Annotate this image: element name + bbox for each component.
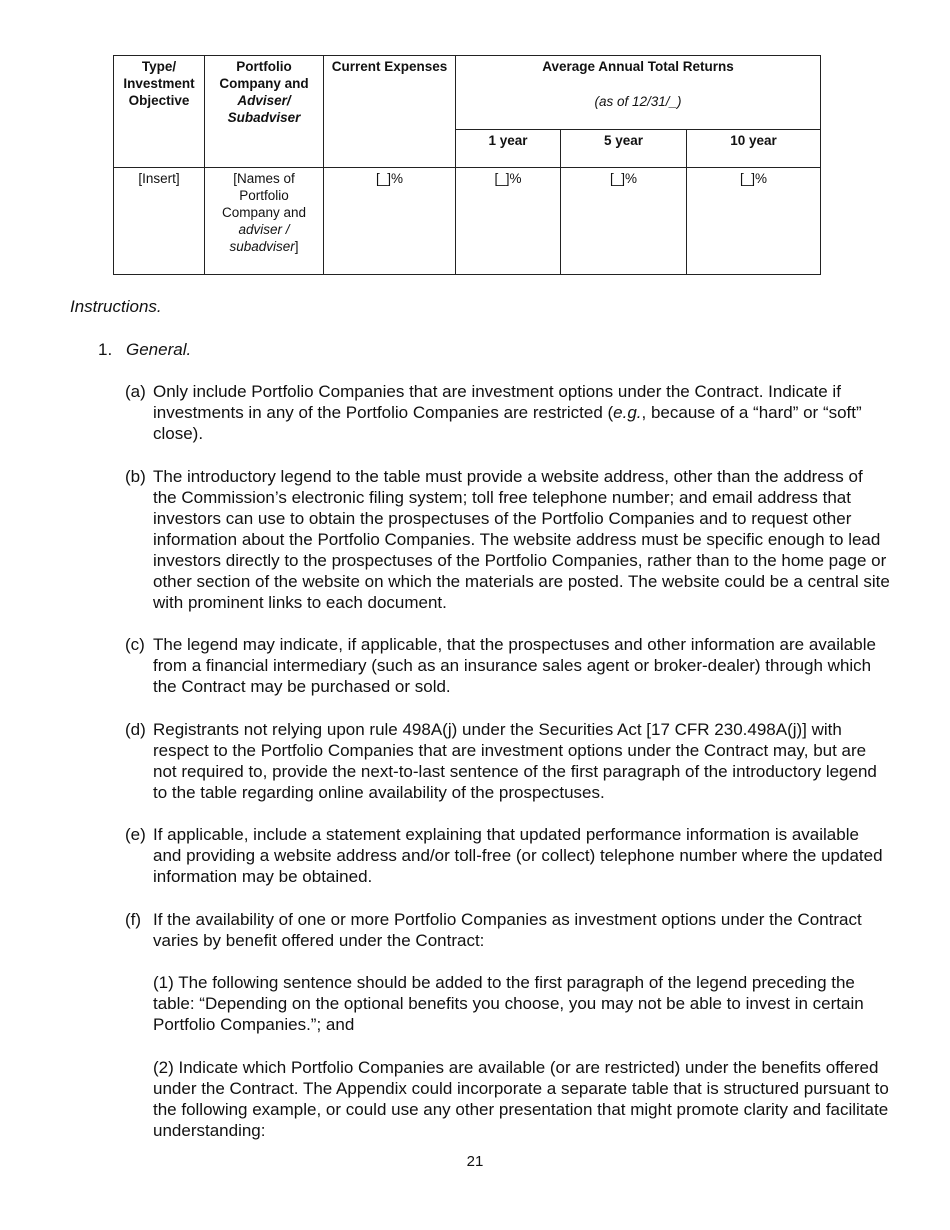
header-as-of-date: (as of 12/31/_) [594,94,682,109]
header-10-year: 10 year [687,130,821,168]
page-number: 21 [466,1153,484,1170]
portfolio-companies-table [113,55,821,275]
cell-portfolio-company-text: [Names of Portfolio Company and [221,171,307,220]
instruction-item-c [125,634,890,697]
item-text-eg: e.g. [613,403,642,422]
item-text: Registrants not relying upon rule 498A(j) under the Securities Act [17 CFR 230.498A(j)] with respect to the Portfolio Companies that are investment options under the Contract may, but are not required to, provide the next-to-last sentence of the first paragraph of the introductory legend to the table regarding online availability of the prospectuses. [153,720,877,802]
instruction-item-a [125,381,890,444]
item-label: (e) [125,825,146,844]
item-text-part: , because of a “hard” or “soft” close). [153,403,862,443]
item-text: The legend may indicate, if applicable, that the prospectuses and other information are available from a financial intermediary (such as an insurance sales agent or broker-dealer) through which the Contract may be purchased or sold. [153,635,876,696]
instruction-item-f-1: (1) The following sentence should be added to the first paragraph of the legend preceding the table: “Depending on the optional benefits you choose, you may not be able to invest in certain Portfolio Companies.”; and [153,973,864,1034]
item-text: If applicable, include a statement explaining that updated performance information is available and providing a website address and/or toll-free (or collect) telephone number where the updated information may be obtained. [153,825,883,886]
item-label: (c) [125,635,145,654]
header-adviser-text: Adviser/ Subadviser [227,93,301,125]
instructions-heading: Instructions. [70,297,162,316]
header-average-returns-title: Average Annual Total Returns [542,59,734,74]
item-text: The introductory legend to the table must provide a website address, other than the address of the Commission’s electronic filing system; toll free telephone number; and email address that investors can use to obtain the prospectuses of the Portfolio Companies and to request other information about the Portfolio Companies. The website address must be specific enough to lead investors directly to the prospectuses of the Portfolio Companies, rather than to the home page or other section of the website on which the materials are posted. The website could be a central site with prominent links to each document. [153,467,890,612]
item-text-part: Only include Portfolio Companies that are investment options under the Contract. Indicate if investments in any of the Portfolio Companies are restricted ( [153,382,841,422]
header-average-returns [456,56,821,130]
cell-type: [Insert] [114,168,205,275]
instruction-item-f-2: (2) Indicate which Portfolio Companies are available (or are restricted) under the benefits offered under the Contract. The Appendix could incorporate a separate table that is structured pursuant to the following example, or could use any other presentation that might promote clarity and facilitate understanding: [153,1058,889,1140]
item-text: If the availability of one or more Portfolio Companies as investment options under the Contract varies by benefit offered under the Contract: [153,910,862,950]
cell-10-year: [_]% [687,168,821,275]
cell-5-year: [_]% [561,168,687,275]
instruction-item-f [125,909,890,951]
cell-1-year: [_]% [456,168,561,275]
instruction-item-d [125,719,890,803]
item-text [153,381,890,444]
table-row [114,168,821,275]
instruction-item-b [125,466,890,613]
general-title: General. [126,340,192,359]
header-portfolio-company [205,56,324,168]
header-5-year: 5 year [561,130,687,168]
header-current-expenses: Current Expenses [324,56,456,168]
item-label: (d) [125,720,146,739]
header-portfolio-company-text: Portfolio Company and [219,59,309,91]
item-label: (b) [125,467,146,486]
cell-expenses: [_]% [324,168,456,275]
instruction-item-e [125,824,890,887]
item-label: (a) [125,382,146,401]
header-1-year: 1 year [456,130,561,168]
general-number: 1. [98,340,113,359]
header-type-objective: Type/ Investment Objective [114,56,205,168]
cell-portfolio-company [205,168,324,275]
cell-adviser-text: adviser / subadviser [229,222,295,254]
cell-closing-bracket: ] [294,239,299,254]
item-label: (f) [125,910,142,929]
general-heading [98,339,191,360]
